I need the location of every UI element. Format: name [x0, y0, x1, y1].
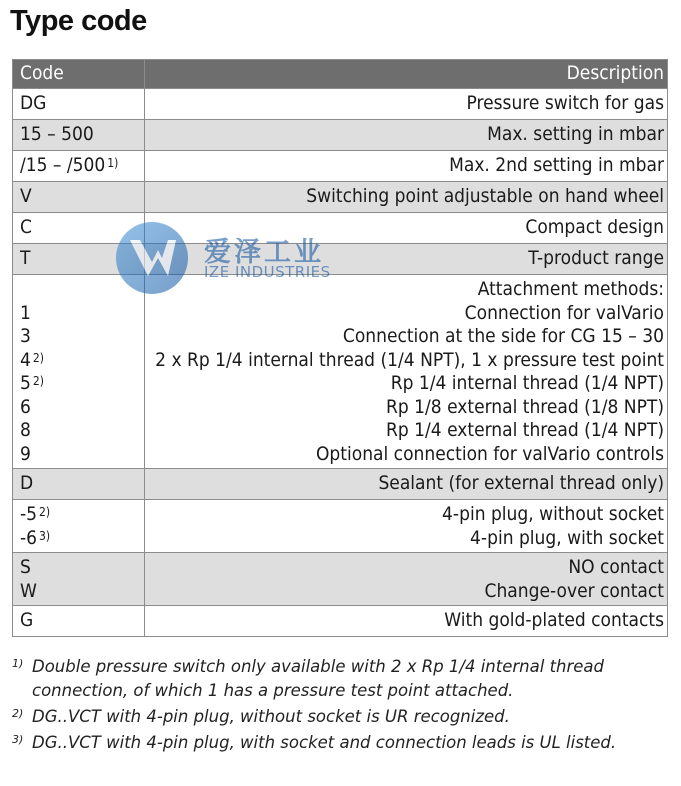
footnote-ref: 3)	[39, 528, 51, 543]
description-line: 4-pin plug, with socket	[470, 526, 664, 549]
code-cell	[13, 120, 145, 151]
footnote-ref: 2)	[39, 505, 51, 519]
description-line: With gold-plated contacts	[444, 609, 664, 631]
code-value: 15 – 500	[20, 123, 94, 145]
footnote	[12, 731, 672, 755]
footnote-ref: 2)	[32, 350, 44, 365]
description-line: Attachment methods:	[477, 278, 664, 300]
code-line	[20, 527, 140, 551]
description-cell	[145, 553, 668, 606]
description-line: Compact design	[525, 216, 664, 238]
type-code-table	[12, 59, 668, 637]
code-cell	[13, 182, 145, 213]
description-line: Rp 1/4 internal thread (1/4 NPT)	[390, 372, 664, 394]
description-cell	[145, 469, 668, 500]
code-cell	[13, 553, 145, 606]
table-row	[13, 553, 668, 606]
table-header-row	[13, 60, 668, 89]
code-line	[20, 419, 140, 443]
code-value: G	[20, 609, 34, 631]
table-row	[13, 606, 668, 637]
code-line	[20, 325, 140, 349]
code-cell	[13, 500, 145, 553]
description-line: Max. 2nd setting in mbar	[449, 154, 664, 176]
footnote-text: DG..VCT with 4-pin plug, with socket and connection leads is UL listed.	[32, 733, 617, 752]
description-cell	[145, 500, 668, 553]
code-line	[20, 372, 140, 396]
description-line: Sealant (for external thread only)	[378, 472, 664, 494]
code-line	[20, 580, 140, 604]
code-value: D	[20, 472, 34, 494]
code-value: DG	[20, 92, 47, 114]
footnote-marker: 3)	[12, 733, 24, 746]
code-cell	[13, 606, 145, 637]
table-row	[13, 151, 668, 182]
code-cell	[13, 275, 145, 469]
description-cell	[145, 275, 668, 469]
table-row	[13, 500, 668, 553]
code-cell	[13, 89, 145, 120]
code-value: C	[20, 216, 32, 238]
code-line	[20, 123, 140, 147]
code-line	[20, 349, 140, 373]
code-line	[20, 556, 140, 580]
description-line: NO contact	[568, 556, 664, 578]
table-row	[13, 275, 668, 469]
footnote	[12, 705, 672, 729]
code-line	[20, 472, 140, 496]
footnote-marker: 1)	[12, 657, 24, 670]
code-line	[20, 154, 140, 178]
description-line: Change-over contact	[484, 579, 664, 602]
code-value: 1	[20, 301, 31, 324]
code-cell	[13, 151, 145, 182]
code-cell	[13, 469, 145, 500]
code-value: 8	[20, 419, 31, 441]
watermark-en-text: IZE INDUSTRIES	[204, 263, 331, 281]
code-value: 4	[20, 348, 31, 371]
table-row	[13, 120, 668, 151]
code-value: 9	[20, 442, 31, 465]
footnote-ref: 2)	[32, 374, 44, 388]
code-value: T	[20, 247, 31, 269]
code-line	[20, 185, 140, 209]
code-line	[20, 92, 140, 116]
footnotes	[12, 655, 672, 757]
description-cell	[145, 120, 668, 151]
column-header-description: Description	[145, 60, 668, 89]
code-value: 6	[20, 395, 31, 418]
description-line: T-product range	[528, 247, 664, 269]
table-row	[13, 469, 668, 500]
watermark	[112, 218, 342, 298]
description-line: Rp 1/8 external thread (1/8 NPT)	[385, 395, 664, 418]
ize-logo-icon	[112, 218, 192, 298]
description-cell	[145, 151, 668, 182]
footnote-text: DG..VCT with 4-pin plug, without socket is UR recognized.	[32, 707, 510, 726]
code-value: 5	[20, 372, 31, 394]
description-line: Connection at the side for CG 15 – 30	[342, 325, 664, 347]
footnote	[12, 655, 672, 703]
table-row	[13, 89, 668, 120]
code-value: 3	[20, 325, 31, 347]
description-cell	[145, 89, 668, 120]
description-line: Optional connection for valVario controls	[315, 442, 664, 465]
code-line	[20, 302, 140, 326]
description-line: Connection for valVario	[464, 301, 664, 324]
description-line: Rp 1/4 external thread (1/4 NPT)	[385, 419, 664, 441]
code-value: S	[20, 556, 31, 578]
table-row	[13, 182, 668, 213]
code-line	[20, 609, 140, 633]
code-value: -6	[20, 526, 38, 549]
description-cell	[145, 606, 668, 637]
code-value: W	[20, 579, 37, 602]
description-line: 2 x Rp 1/4 internal thread (1/4 NPT), 1 x pressure test point	[155, 348, 664, 371]
footnote-text: Double pressure switch only available with 2 x Rp 1/4 internal thread connection, of which 1 has a pressure test point attached.	[32, 657, 605, 700]
description-line: Switching point adjustable on hand wheel	[306, 185, 664, 207]
code-line	[20, 503, 140, 527]
description-line: Pressure switch for gas	[466, 92, 664, 114]
description-cell	[145, 182, 668, 213]
footnote-ref: 1)	[107, 156, 119, 170]
footnote-marker: 2)	[12, 707, 24, 720]
code-value: -5	[20, 503, 38, 525]
description-line: Max. setting in mbar	[487, 123, 664, 145]
code-line	[20, 443, 140, 467]
watermark-cn-text: 爱泽工业	[204, 237, 324, 268]
code-line	[20, 396, 140, 420]
column-header-code: Code	[13, 60, 145, 89]
description-line: 4-pin plug, without socket	[442, 503, 664, 525]
code-value: /15 – /500	[20, 154, 106, 176]
page-title: Type code	[10, 5, 147, 37]
code-value: V	[20, 185, 32, 207]
